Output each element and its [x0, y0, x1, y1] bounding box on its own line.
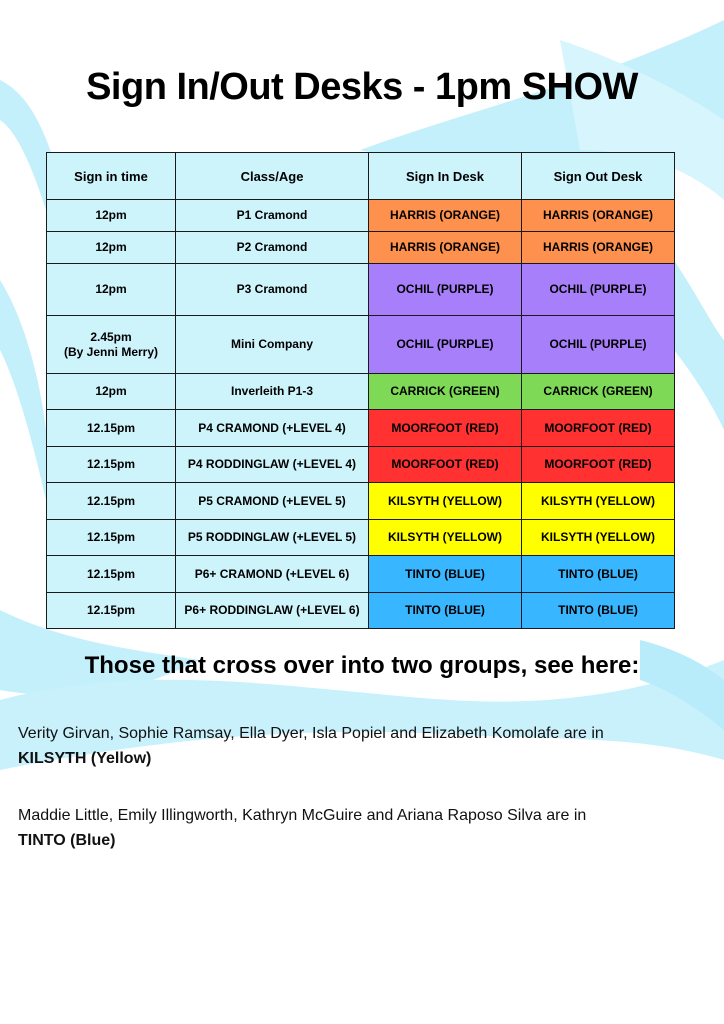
crossover-names: Maddie Little, Emily Illingworth, Kathryn McGuire and Ariana Raposo Silva are in: [18, 807, 587, 824]
cell-sign-out-desk: HARRIS (ORANGE): [522, 200, 675, 232]
cell-class: P6+ CRAMOND (+LEVEL 6): [176, 556, 369, 593]
cell-class: P4 RODDINGLAW (+LEVEL 4): [176, 447, 369, 483]
cell-time: 12.15pm: [47, 556, 176, 593]
cell-sign-out-desk: MOORFOOT (RED): [522, 410, 675, 447]
cell-time-note: (By Jenni Merry): [63, 344, 159, 359]
wave-left-mid: [0, 280, 46, 500]
cell-time: 12pm: [47, 200, 176, 232]
cell-sign-out-desk: OCHIL (PURPLE): [522, 316, 675, 374]
cell-sign-out-desk: KILSYTH (YELLOW): [522, 483, 675, 520]
table-row: [47, 410, 675, 447]
table-row: [47, 374, 675, 410]
cell-time: 12.15pm: [47, 447, 176, 483]
table-header-row: [47, 153, 675, 200]
cell-class: P1 Cramond: [176, 200, 369, 232]
cell-sign-in-desk: CARRICK (GREEN): [369, 374, 522, 410]
cell-class: P5 RODDINGLAW (+LEVEL 5): [176, 520, 369, 556]
crossover-paragraph-tinto: [18, 803, 708, 853]
cell-time: 12pm: [47, 374, 176, 410]
crossover-heading: Those that cross over into two groups, see here:: [84, 652, 640, 679]
cell-time: 12.15pm: [47, 520, 176, 556]
table-row: [47, 593, 675, 629]
cell-class: P2 Cramond: [176, 232, 369, 264]
cell-class: P6+ RODDINGLAW (+LEVEL 6): [176, 593, 369, 629]
cell-sign-out-desk: KILSYTH (YELLOW): [522, 520, 675, 556]
cell-sign-in-desk: KILSYTH (YELLOW): [369, 520, 522, 556]
cell-time: 12pm: [47, 264, 176, 316]
cell-time: 12.15pm: [47, 483, 176, 520]
cell-sign-out-desk: OCHIL (PURPLE): [522, 264, 675, 316]
cell-class: Inverleith P1-3: [176, 374, 369, 410]
table-row: [47, 520, 675, 556]
header-sign-out-desk: Sign Out Desk: [522, 153, 675, 200]
page-title: Sign In/Out Desks - 1pm SHOW: [86, 66, 638, 108]
table-row: [47, 316, 675, 374]
table-row: [47, 264, 675, 316]
cell-sign-in-desk: MOORFOOT (RED): [369, 410, 522, 447]
cell-sign-in-desk: TINTO (BLUE): [369, 593, 522, 629]
cell-sign-in-desk: KILSYTH (YELLOW): [369, 483, 522, 520]
cell-time: 12.15pm: [47, 593, 176, 629]
desk-table: [46, 152, 675, 629]
cell-sign-in-desk: OCHIL (PURPLE): [369, 264, 522, 316]
cell-sign-out-desk: MOORFOOT (RED): [522, 447, 675, 483]
header-sign-in-time: Sign in time: [47, 153, 176, 200]
cell-sign-in-desk: OCHIL (PURPLE): [369, 316, 522, 374]
cell-class: P5 CRAMOND (+LEVEL 5): [176, 483, 369, 520]
cell-sign-in-desk: MOORFOOT (RED): [369, 447, 522, 483]
table-row: [47, 447, 675, 483]
cell-sign-out-desk: CARRICK (GREEN): [522, 374, 675, 410]
cell-time-value: 2.45pm: [90, 329, 132, 344]
cell-time: 12pm: [47, 232, 176, 264]
table-row: [47, 232, 675, 264]
wave-right-mid: [674, 260, 724, 430]
cell-sign-in-desk: HARRIS (ORANGE): [369, 200, 522, 232]
crossover-paragraph-kilsyth: [18, 721, 708, 771]
header-class-age: Class/Age: [176, 153, 369, 200]
cell-sign-in-desk: HARRIS (ORANGE): [369, 232, 522, 264]
cell-class: Mini Company: [176, 316, 369, 374]
crossover-group: KILSYTH (Yellow): [18, 750, 152, 767]
cell-sign-in-desk: TINTO (BLUE): [369, 556, 522, 593]
cell-class: P4 CRAMOND (+LEVEL 4): [176, 410, 369, 447]
crossover-group: TINTO (Blue): [18, 832, 116, 849]
table-row: [47, 556, 675, 593]
table-row: [47, 483, 675, 520]
cell-class: P3 Cramond: [176, 264, 369, 316]
cell-sign-out-desk: TINTO (BLUE): [522, 556, 675, 593]
cell-time: [47, 316, 176, 374]
cell-time: 12.15pm: [47, 410, 176, 447]
table-row: [47, 200, 675, 232]
cell-sign-out-desk: TINTO (BLUE): [522, 593, 675, 629]
cell-sign-out-desk: HARRIS (ORANGE): [522, 232, 675, 264]
crossover-names: Verity Girvan, Sophie Ramsay, Ella Dyer, Isla Popiel and Elizabeth Komolafe are in: [18, 725, 604, 742]
header-sign-in-desk: Sign In Desk: [369, 153, 522, 200]
